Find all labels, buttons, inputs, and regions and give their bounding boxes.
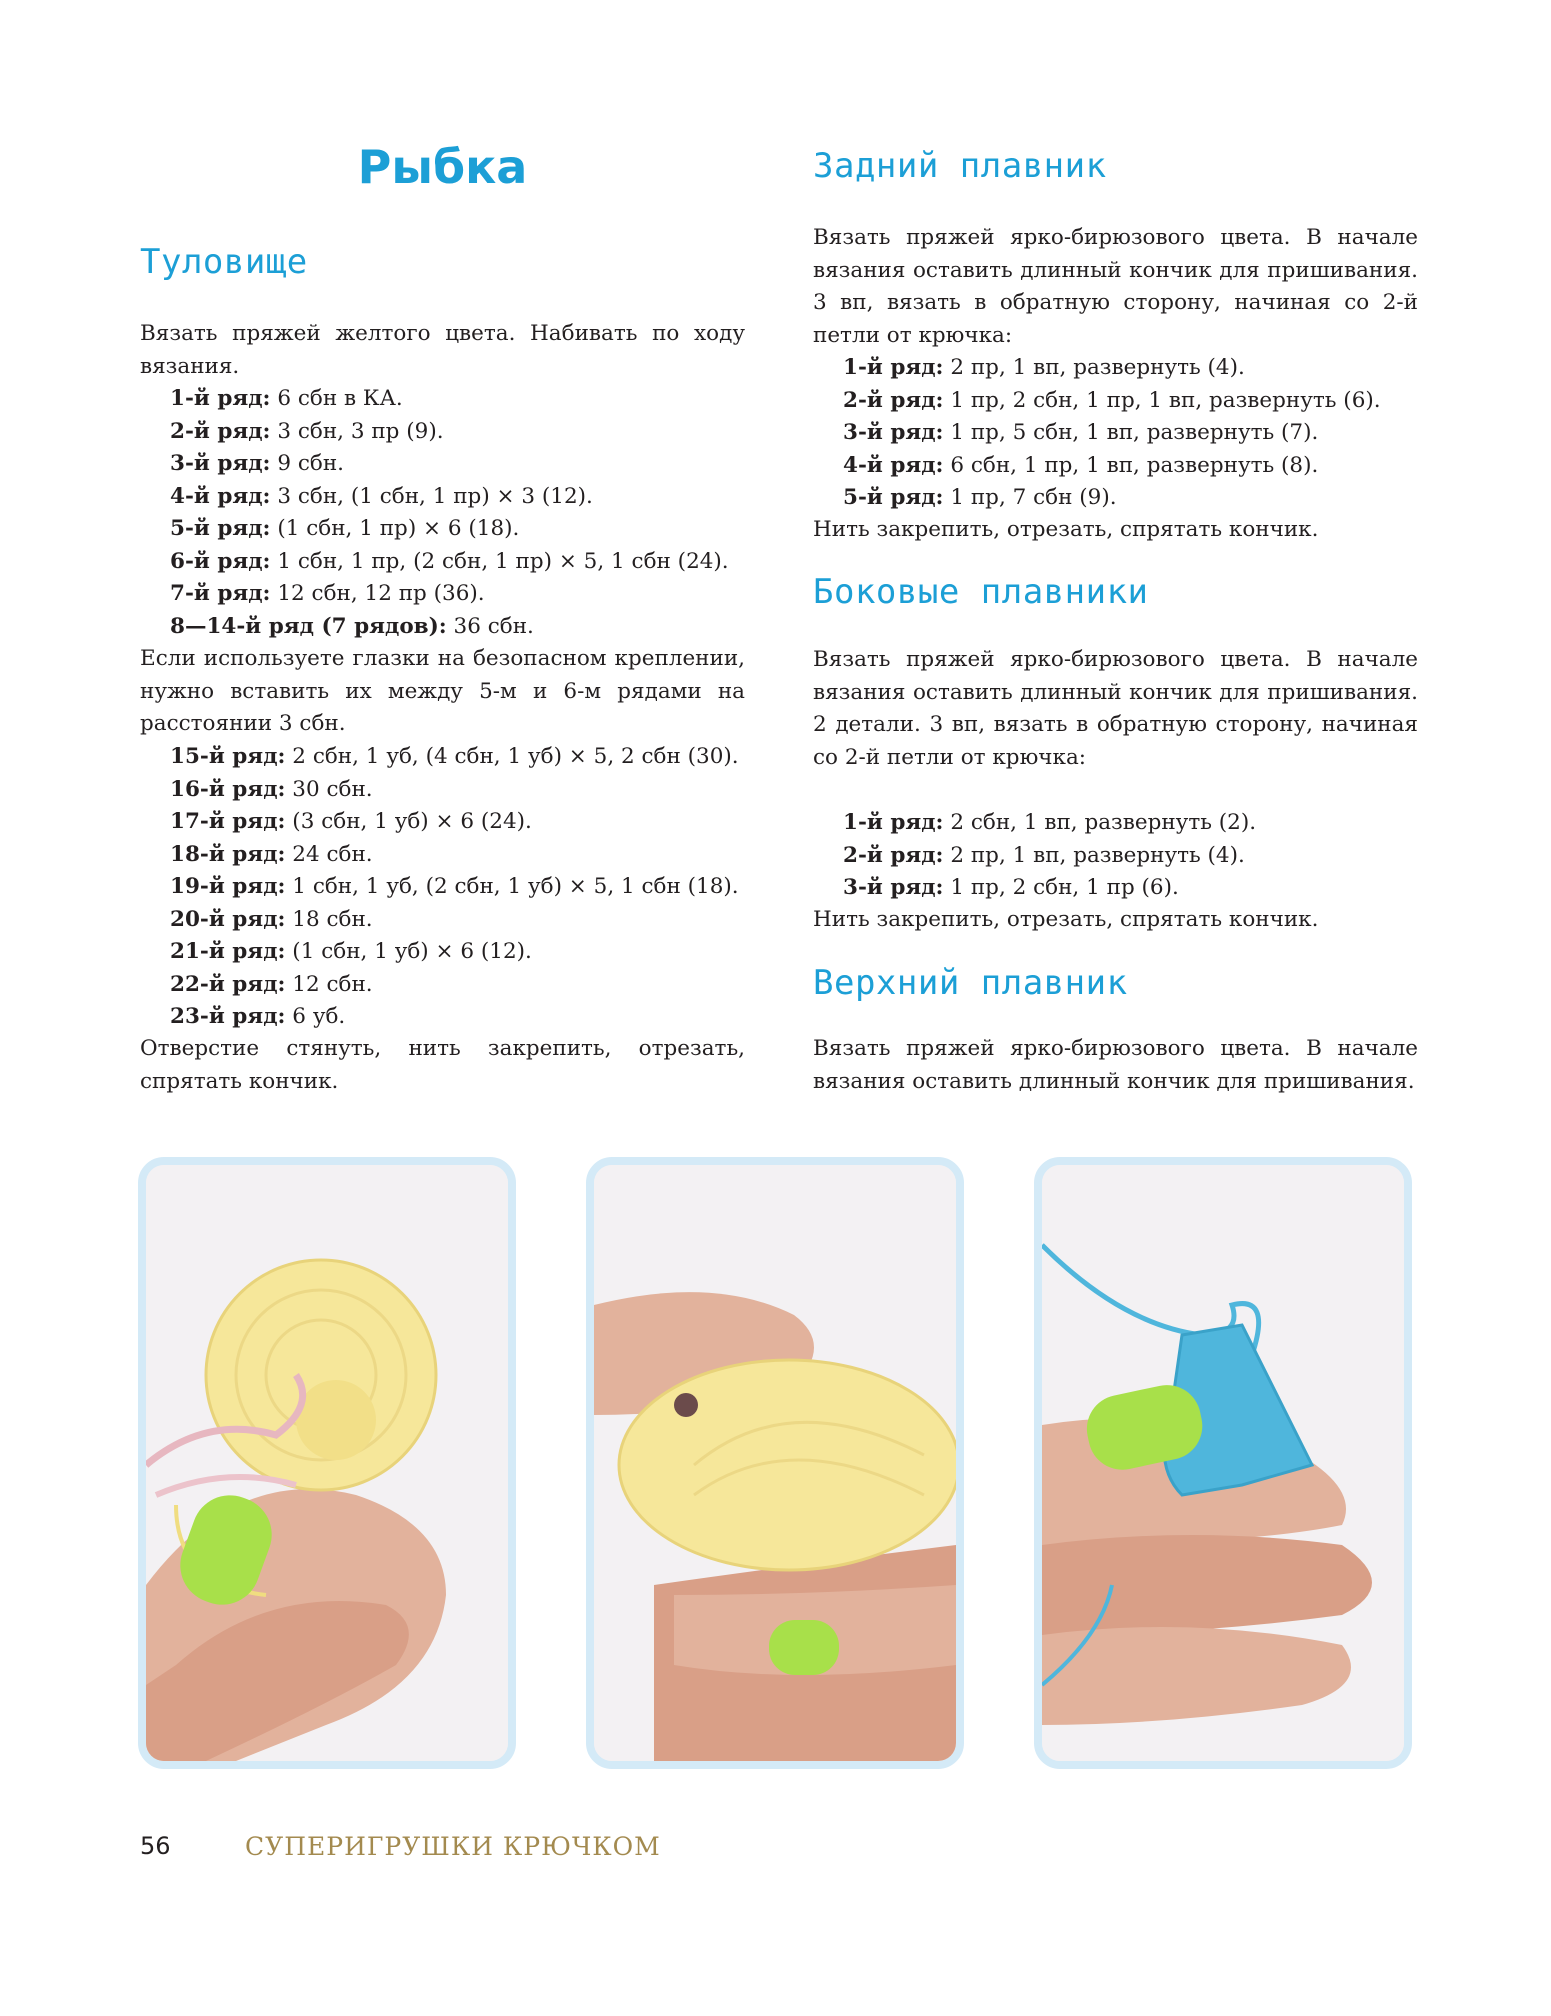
- row-instructions: 1 сбн, 1 пр, (2 сбн, 1 пр) × 5, 1 сбн (24).: [270, 548, 729, 574]
- body-outro: Отверстие стянуть, нить закрепить, отрезать, спрятать кончик.: [140, 1036, 745, 1094]
- section-heading-top-fin: Верхний плавник: [813, 963, 1128, 1003]
- photo-body-start: [138, 1157, 516, 1769]
- section-heading-body: Туловище: [140, 242, 308, 282]
- pattern-row: [140, 774, 745, 807]
- row-instructions: 1 пр, 7 сбн (9).: [943, 485, 1117, 510]
- row-instructions: 1 сбн, 1 уб, (2 сбн, 1 уб) × 5, 1 сбн (18).: [285, 874, 739, 899]
- row-label: 1-й ряд:: [170, 386, 271, 411]
- row-label: 18-й ряд:: [170, 841, 286, 867]
- pattern-row: [140, 806, 745, 839]
- row-label: 15-й ряд:: [170, 744, 286, 769]
- row-label: 3-й ряд:: [843, 875, 944, 900]
- side-fins-outro: Нить закрепить, отрезать, спрятать кончик.: [813, 907, 1319, 932]
- row-label: 1-й ряд:: [843, 810, 944, 835]
- row-label: 22-й ряд:: [170, 971, 286, 997]
- side-fins-rows: [813, 807, 1418, 905]
- back-fin-intro: Вязать пряжей ярко-бирюзового цвета. В начале вязания оставить длинный кончик для пришивания. 3 вп, вязать в обратную сторону, начиная со 2-й петли от крючка:: [813, 225, 1418, 348]
- pattern-row: [140, 969, 745, 1002]
- row-instructions: 3 сбн, (1 сбн, 1 пр) × 3 (12).: [270, 483, 593, 509]
- pattern-row: [140, 513, 745, 546]
- row-label: 17-й ряд:: [170, 809, 286, 834]
- row-label: 5-й ряд:: [843, 485, 944, 510]
- body-rows-b: [140, 741, 745, 1034]
- running-title: СУПЕРИГРУШКИ КРЮЧКОМ: [245, 1832, 661, 1861]
- row-instructions: 6 сбн, 1 пр, 1 вп, развернуть (8).: [943, 452, 1319, 478]
- row-instructions: 9 сбн.: [270, 451, 344, 476]
- row-instructions: 1 пр, 2 сбн, 1 пр, 1 вп, развернуть (6).: [943, 387, 1381, 413]
- row-instructions: 2 сбн, 1 уб, (4 сбн, 1 уб) × 5, 2 сбн (30).: [285, 744, 739, 769]
- body-note: Если используете глазки на безопасном креплении, нужно вставить их между 5-м и 6-м рядами на расстоянии 3 сбн.: [140, 646, 745, 736]
- row-label: 2-й ряд:: [843, 842, 944, 868]
- row-label: 19-й ряд:: [170, 874, 286, 899]
- pattern-row: [813, 807, 1418, 840]
- body-intro: Вязать пряжей желтого цвета. Набивать по ходу вязания.: [140, 321, 745, 379]
- row-label: 5-й ряд:: [170, 516, 271, 541]
- row-instructions: 1 пр, 2 сбн, 1 пр (6).: [943, 875, 1179, 900]
- row-label: 23-й ряд:: [170, 1004, 286, 1029]
- row-label: 4-й ряд:: [843, 452, 944, 478]
- row-instructions: 24 сбн.: [285, 841, 373, 867]
- row-instructions: 2 сбн, 1 вп, развернуть (2).: [943, 810, 1257, 835]
- pattern-row: [813, 352, 1418, 385]
- side-fins-intro: Вязать пряжей ярко-бирюзового цвета. В начале вязания оставить длинный кончик для пришивания. 2 детали. 3 вп, вязать в обратную сторону, начиная со 2-й петли от крючка:: [813, 647, 1418, 770]
- page-number: 56: [140, 1832, 171, 1860]
- row-label: 16-й ряд:: [170, 776, 286, 802]
- row-instructions: (1 сбн, 1 уб) × 6 (12).: [285, 939, 532, 964]
- row-label: 2-й ряд:: [843, 387, 944, 413]
- row-instructions: 18 сбн.: [285, 906, 373, 932]
- back-fin-rows: [813, 352, 1418, 515]
- row-instructions: 6 сбн в КА.: [270, 386, 403, 411]
- row-label: 3-й ряд:: [843, 420, 944, 445]
- pattern-row: [140, 1001, 745, 1034]
- row-instructions: 36 сбн.: [446, 613, 534, 639]
- back-fin-outro: Нить закрепить, отрезать, спрятать кончик.: [813, 517, 1319, 542]
- row-label: 6-й ряд:: [170, 548, 271, 574]
- pattern-row: [813, 450, 1418, 483]
- pattern-row: [140, 416, 745, 449]
- section-heading-back-fin: Задний плавник: [813, 146, 1107, 186]
- row-label: 8—14-й ряд (7 рядов):: [170, 613, 447, 639]
- row-label: 2-й ряд:: [170, 418, 271, 444]
- body-rows-a: [140, 383, 745, 643]
- pattern-row: [140, 546, 745, 579]
- pattern-row: [140, 481, 745, 514]
- pattern-row: [813, 385, 1418, 418]
- row-instructions: 2 пр, 1 вп, развернуть (4).: [943, 842, 1245, 868]
- row-instructions: 6 уб.: [285, 1004, 346, 1029]
- row-label: 7-й ряд:: [170, 581, 271, 606]
- row-label: 1-й ряд:: [843, 355, 944, 380]
- photo-back-fin: [1034, 1157, 1412, 1769]
- row-instructions: 3 сбн, 3 пр (9).: [270, 418, 444, 444]
- photo-body-stuffed: [586, 1157, 964, 1769]
- row-instructions: 1 пр, 5 сбн, 1 вп, развернуть (7).: [943, 420, 1319, 445]
- pattern-row: [140, 611, 745, 644]
- row-instructions: 2 пр, 1 вп, развернуть (4).: [943, 355, 1245, 380]
- row-instructions: 12 сбн.: [285, 971, 373, 997]
- row-instructions: (3 сбн, 1 уб) × 6 (24).: [285, 809, 532, 834]
- pattern-row: [140, 904, 745, 937]
- section-heading-side-fins: Боковые плавники: [813, 572, 1149, 612]
- row-instructions: 30 сбн.: [285, 776, 373, 802]
- row-label: 4-й ряд:: [170, 483, 271, 509]
- pattern-row: [140, 741, 745, 774]
- pattern-row: [813, 482, 1418, 515]
- pattern-row: [140, 871, 745, 904]
- row-label: 20-й ряд:: [170, 906, 286, 932]
- pattern-row: [140, 839, 745, 872]
- pattern-row: [140, 383, 745, 416]
- row-label: 21-й ряд:: [170, 939, 286, 964]
- row-instructions: 12 сбн, 12 пр (36).: [270, 581, 485, 606]
- pattern-row: [813, 872, 1418, 905]
- pattern-row: [813, 417, 1418, 450]
- top-fin-intro: Вязать пряжей ярко-бирюзового цвета. В начале вязания оставить длинный кончик для пришивания.: [813, 1036, 1418, 1094]
- row-label: 3-й ряд:: [170, 451, 271, 476]
- pattern-row: [140, 936, 745, 969]
- pattern-row: [813, 840, 1418, 873]
- page-title: Рыбка: [357, 140, 528, 194]
- row-instructions: (1 сбн, 1 пр) × 6 (18).: [270, 516, 520, 541]
- pattern-row: [140, 578, 745, 611]
- pattern-row: [140, 448, 745, 481]
